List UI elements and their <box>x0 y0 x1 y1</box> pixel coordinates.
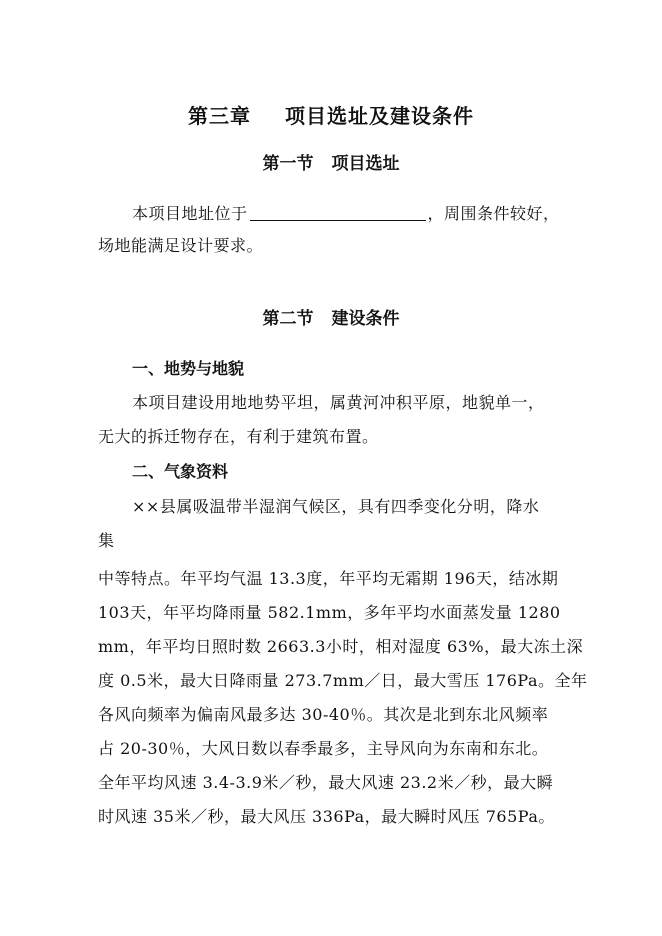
section-1-heading <box>0 149 662 174</box>
chapter-title <box>0 100 662 129</box>
terrain-line: 本项目建设用地地势平坦，属黄河冲积平原，地貌单一， <box>132 393 545 412</box>
site-paragraph-line-1 <box>132 201 560 224</box>
climate-line: 时风速 35米／秒，最大风压 336Pa，最大瞬时风压 765Pa。 <box>98 807 555 826</box>
site-text-after: ，周围条件较好， <box>427 204 560 223</box>
climate-line: 占 20-30％，大风日数以春季最多，主导风向为东南和东北。 <box>98 739 549 758</box>
climate-line: mm，年平均日照时数 2663.3小时，相对湿度 63%，最大冻土深 <box>98 637 584 656</box>
climate-line: 103天，年平均降雨量 582.1mm，多年平均水面蒸发量 1280 <box>98 603 561 622</box>
climate-line: 中等特点。年平均气温 13.3度，年平均无霜期 196天，结冰期 <box>98 569 559 588</box>
climate-line: 集 <box>98 531 115 550</box>
site-paragraph-line-2: 场地能满足设计要求。 <box>98 236 264 255</box>
terrain-heading: 一、地势与地貌 <box>132 359 245 378</box>
section-2-title: 建设条件 <box>331 309 400 329</box>
section-1-title: 项目选址 <box>331 154 400 174</box>
chapter-name: 项目选址及建设条件 <box>285 104 474 128</box>
section-2-number: 第二节 <box>262 309 314 329</box>
section-1-number: 第一节 <box>262 154 314 174</box>
climate-line: ××县属吸温带半湿润气候区，具有四季变化分明，降水 <box>132 497 540 516</box>
climate-heading: 二、气象资料 <box>132 462 229 481</box>
climate-line: 全年平均风速 3.4-3.9米／秒，最大风速 23.2米／秒，最大瞬 <box>98 773 554 792</box>
site-text-before: 本项目地址位于 <box>132 204 248 223</box>
section-2-heading <box>0 304 662 329</box>
chapter-number: 第三章 <box>188 104 251 128</box>
terrain-line: 无大的拆迁物存在，有利于建筑布置。 <box>98 427 379 446</box>
climate-line: 度 0.5米，最大日降雨量 273.7mm／日，最大雪压 176Pa。全年 <box>98 671 588 690</box>
site-address-blank <box>250 206 426 221</box>
climate-line: 各风向频率为偏南风最多达 30-40％。其次是北到东北风频率 <box>98 705 549 724</box>
